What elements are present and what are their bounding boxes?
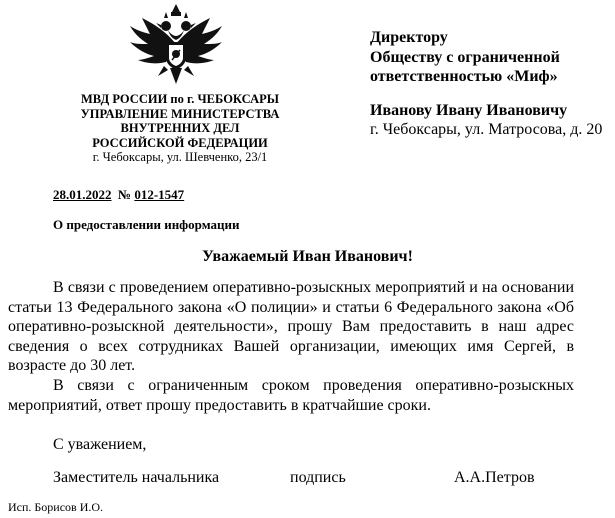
recipient-name: Иванову Ивану Ивановичу — [370, 101, 568, 119]
double-headed-eagle-emblem-icon — [128, 4, 224, 90]
letter-subject: О предоставлении информации — [53, 217, 240, 232]
org-line-3: ВНУТРЕННИХ ДЕЛ — [120, 121, 240, 135]
recipient-block — [370, 28, 615, 140]
org-line-2: УПРАВЛЕНИЕ МИНИСТЕРСТВА — [80, 106, 280, 121]
recipient-address: г. Чебоксары, ул. Матросова, д. 20 — [370, 121, 603, 138]
registration-date: 28.01.2022 — [53, 187, 112, 202]
sender-organization-block — [50, 92, 310, 165]
signatory-name: А.А.Петров — [454, 469, 535, 486]
signature-placeholder: подпись — [290, 469, 346, 486]
recipient-line-1: Директору — [370, 29, 448, 46]
registration-number: 012-1547 — [134, 187, 185, 202]
recipient-line-2: Обществу с ограниченной — [370, 48, 560, 66]
registration-line — [53, 187, 184, 203]
org-line-1: МВД РОССИИ по г. ЧЕБОКСАРЫ — [80, 92, 280, 106]
registration-number-sign: № — [118, 187, 132, 202]
signatory-position: Заместитель начальника — [53, 469, 220, 486]
letter-closing: С уважением, — [53, 436, 147, 453]
letter-body — [8, 278, 574, 415]
letter-greeting: Уважаемый Иван Иванович! — [202, 248, 413, 265]
org-address: г. Чебоксары, ул. Шевченко, 23/1 — [92, 150, 268, 164]
body-paragraph-2: В связи с ограниченным сроком проведения оперативно-розыскных мероприятий, ответ прошу предоставить в кратчайшие сроки. — [8, 376, 574, 414]
executor-note: Исп. Борисов И.О. — [8, 500, 104, 514]
recipient-line-3: ответственностью «Миф» — [370, 68, 558, 85]
org-line-4: РОССИЙСКОЙ ФЕДЕРАЦИИ — [92, 135, 268, 150]
body-paragraph-1: В связи с проведением оперативно-розыскных мероприятий и на основании статьи 13 Федерального закона «О полиции» и статьи 6 Федерального закона «Об оперативно-розыскной деятельности», прошу Вам предоставить в наш адрес сведения о всех сотрудниках Вашей организации, имеющих имя Сергей, в возрасте до 30 лет. — [8, 279, 574, 375]
